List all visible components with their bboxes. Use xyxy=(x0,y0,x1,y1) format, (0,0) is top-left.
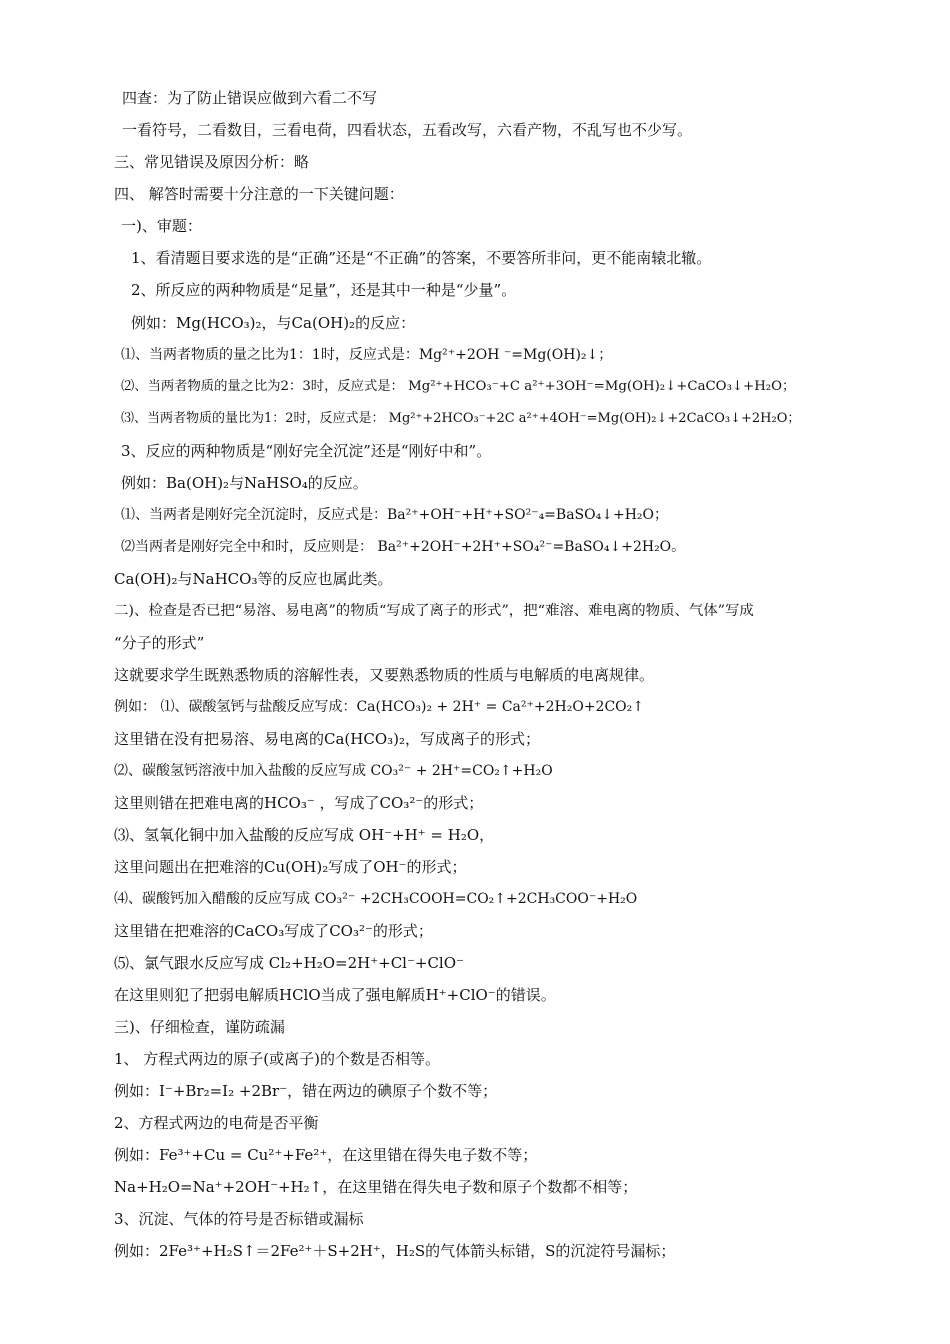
text-line: 这里错在没有把易溶、易电离的Ca(HCO₃)₂，写成离子的形式； xyxy=(114,730,541,748)
section-heading: 三、常见错误及原因分析：略 xyxy=(114,153,310,171)
text-line: 这就要求学生既熟悉物质的溶解性表，又要熟悉物质的性质与电解质的电离规律。 xyxy=(114,666,655,684)
equation-line: ⑵、当两者物质的量之比为2：3时，反应式是： Mg²⁺+HCO₃⁻+C a²⁺+3OH⁻=Mg(OH)₂↓+CaCO₃↓+H₂O； xyxy=(121,379,796,394)
text-line: 1、 方程式两边的原子(或离子)的个数是否相等。 xyxy=(114,1050,441,1068)
text-line: 一看符号，二看数目，三看电荷，四看状态，五看改写，六看产物，不乱写也不少写。 xyxy=(122,121,693,139)
text-line: 3、反应的两种物质是“刚好完全沉淀”还是“刚好中和”。 xyxy=(121,442,492,460)
text-line: 这里问题出在把难溶的Cu(OH)₂写成了OH⁻的形式； xyxy=(114,858,467,876)
text-line: “分子的形式” xyxy=(114,634,205,652)
equation-line: ⑶、当两者物质的量比为1：2时，反应式是： Mg²⁺+2HCO₃⁻+2C a²⁺+4OH⁻=Mg(OH)₂↓+2CaCO₃↓+2H₂O； xyxy=(121,411,801,426)
subsection-heading: 三)、仔细检查，谨防疏漏 xyxy=(114,1018,285,1036)
text-line: Ca(OH)₂与NaHCO₃等的反应也属此类。 xyxy=(114,570,393,588)
text-line: 例如：Mg(HCO₃)₂，与Ca(OH)₂的反应： xyxy=(131,314,416,332)
text-line: 例如：Ba(OH)₂与NaHSO₄的反应。 xyxy=(121,474,368,492)
text-line: Na+H₂O=Na⁺+2OH⁻+H₂↑，在这里错在得失电子数和原子个数都不相等； xyxy=(114,1178,638,1196)
text-line: 四查：为了防止错误应做到六看二不写 xyxy=(122,89,378,107)
equation-line: ⑴、当两者物质的量之比为1：1时，反应式是：Mg²⁺+2OH ⁻=Mg(OH)₂↓； xyxy=(121,347,613,363)
text-line: 这里则错在把难电离的HCO₃⁻ ，写成了CO₃²⁻的形式； xyxy=(114,794,484,812)
text-line: 例如：Fe³⁺+Cu = Cu²⁺+Fe²⁺，在这里错在得失电子数不等； xyxy=(114,1146,538,1164)
text-line: 3、沉淀、气体的符号是否标错或漏标 xyxy=(114,1210,364,1228)
text-line: 这里错在把难溶的CaCO₃写成了CO₃²⁻的形式； xyxy=(114,922,433,940)
text-line: 例如：I⁻+Br₂=I₂ +2Br⁻，错在两边的碘原子个数不等； xyxy=(114,1082,498,1100)
equation-line: ⑷、碳酸钙加入醋酸的反应写成 CO₃²⁻ +2CH₃COOH=CO₂↑+2CH₃COO⁻+H₂O xyxy=(114,891,638,907)
equation-line: ⑵、碳酸氢钙溶液中加入盐酸的反应写成 CO₃²⁻ + 2H⁺=CO₂↑+H₂O xyxy=(114,763,553,779)
text-line: 2、方程式两边的电荷是否平衡 xyxy=(114,1114,319,1132)
equation-line: ⑵当两者是刚好完全中和时，反应则是： Ba²⁺+2OH⁻+2H⁺+SO₄²⁻=BaSO₄↓+2H₂O。 xyxy=(121,539,686,555)
subsection-heading: 一)、审题： xyxy=(121,217,202,235)
text-line: 1、看清题目要求选的是“正确”还是“不正确”的答案，不要答所非问，更不能南辕北辙。 xyxy=(131,249,712,267)
section-heading: 四、 解答时需要十分注意的一下关键问题： xyxy=(114,185,404,203)
text-line: 在这里则犯了把弱电解质HClO当成了强电解质H⁺+ClO⁻的错误。 xyxy=(114,986,556,1004)
equation-line: ⑶、氢氧化铜中加入盐酸的反应写成 OH⁻+H⁺ = H₂O， xyxy=(114,826,495,844)
equation-line: ⑴、当两者是刚好完全沉淀时，反应式是：Ba²⁺+OH⁻+H⁺+SO²⁻₄=BaSO₄↓+H₂O； xyxy=(121,507,668,523)
subsection-heading: 二)、检查是否已把“易溶、易电离”的物质“写成了离子的形式”，把“难溶、难电离的物质、气体”写成 xyxy=(114,603,754,619)
equation-line: 例如： ⑴、碳酸氢钙与盐酸反应写成：Ca(HCO₃)₂ + 2H⁺ = Ca²⁺+2H₂O+2CO₂↑ xyxy=(114,699,644,715)
equation-line: ⑸、氯气跟水反应写成 Cl₂+H₂O=2H⁺+Cl⁻+ClO⁻ xyxy=(114,954,464,972)
text-line: 例如：2Fe³⁺+H₂S↑＝2Fe²⁺＋S+2H⁺，H₂S的气体箭头标错，S的沉淀符号漏标； xyxy=(114,1242,676,1260)
text-line: 2、所反应的两种物质是“足量”，还是其中一种是“少量”。 xyxy=(131,281,517,299)
